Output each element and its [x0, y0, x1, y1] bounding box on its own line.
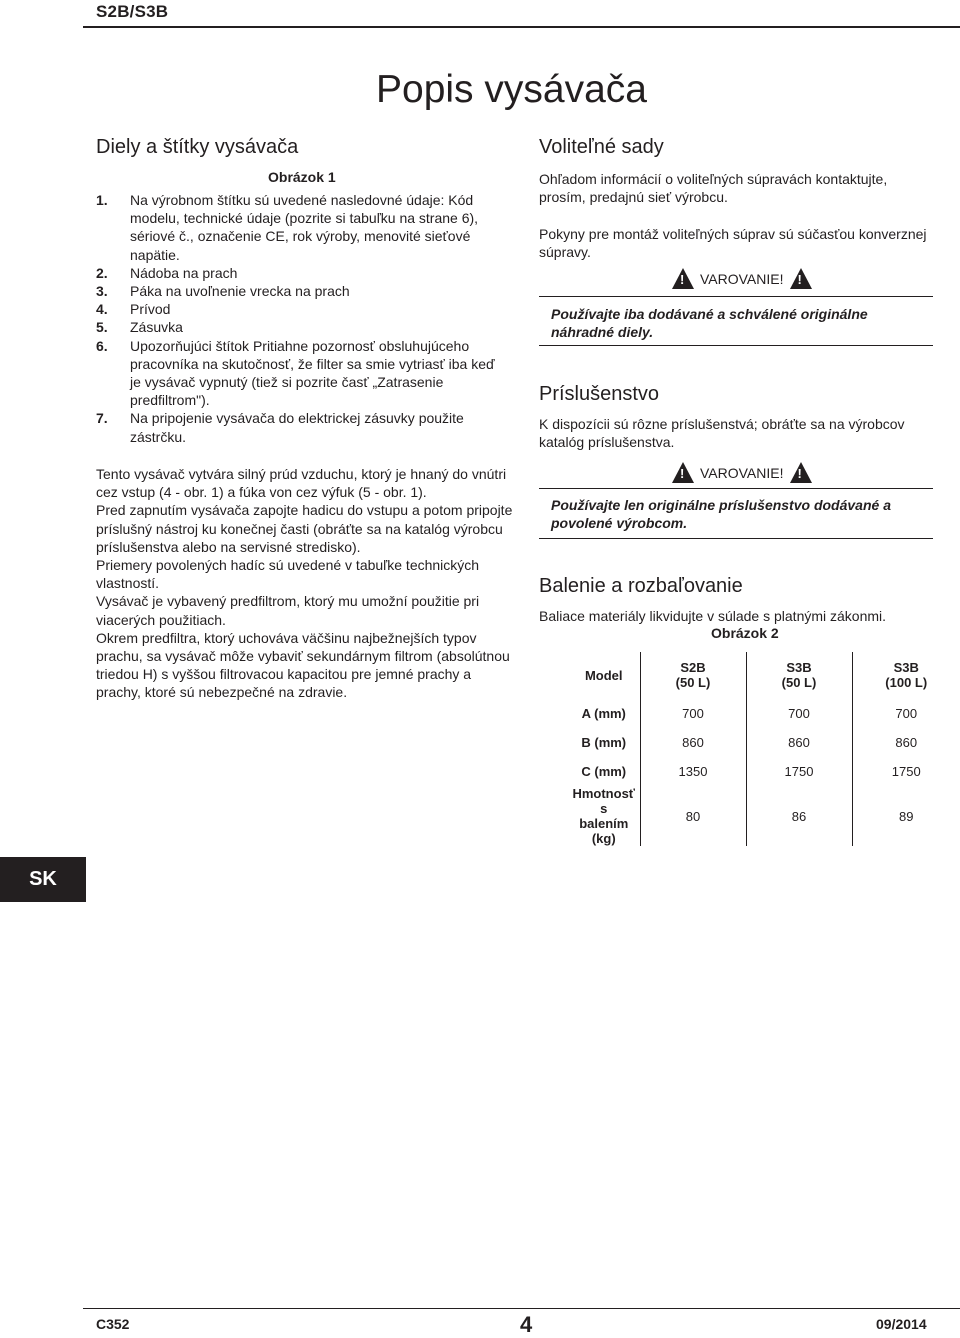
footer-rule: [83, 1308, 960, 1309]
spec-table: [568, 652, 960, 846]
list-item: [96, 300, 508, 318]
table-cell: C (mm): [568, 757, 640, 786]
table-row: [568, 728, 960, 757]
table-header-cell: S2B (50 L): [640, 652, 746, 698]
warning-label: VAROVANIE!: [700, 270, 784, 287]
table-cell: 860: [640, 728, 746, 757]
language-tab: SK: [0, 857, 86, 902]
list-item: [96, 409, 508, 445]
list-text: Upozorňujúci štítok Pritiahne pozornosť obsluhujúceho pracovníka na skutočnosť, že filter sa smie vytriasť iba keď je vysávač vypnutý (tiež si pozrite časť „Zatrasenie predfiltrom").: [130, 337, 495, 409]
paragraph: Priemery povolených hadíc sú uvedené v tabuľke technických vlastností.: [96, 557, 480, 592]
warning-rule: [539, 296, 933, 297]
warning-header-1: [672, 268, 812, 289]
packaging-text: Baliace materiály likvidujte v súlade s platnými zákonmi.: [539, 608, 887, 624]
table-header-row: [568, 652, 960, 698]
table-cell: 860: [895, 735, 918, 750]
table-cell: 80: [640, 786, 746, 846]
warning-triangle-icon: !: [672, 462, 694, 483]
list-text: Páka na uvoľnenie vrecka na prach: [130, 283, 350, 300]
section-title-optional-kits: Voliteľné sady: [539, 136, 664, 158]
accessories-text: K dispozícii sú rôzne príslušenstvá; obráťte sa na výrobcov katalóg príslušenstva.: [539, 416, 905, 451]
warning-rule: [539, 488, 933, 489]
list-item: [96, 191, 508, 264]
table-cell: 860: [746, 728, 852, 757]
list-item: [96, 264, 508, 282]
table-row: [568, 786, 960, 846]
table-cell: 1350: [640, 757, 746, 786]
table-cell: 1750: [891, 764, 921, 779]
list-item: [96, 282, 508, 300]
section-title-packaging: Balenie a rozbaľovanie: [539, 575, 743, 597]
table-row: [568, 757, 960, 786]
list-text: Prívod: [130, 301, 171, 318]
warning-triangle-icon: !: [790, 268, 812, 289]
paragraph: Tento vysávač vytvára silný prúd vzduchu, ktorý je hnaný do vnútri cez vstup (4 - obr. 1) a fúka von cez výfuk (5 - obr. 1).: [96, 466, 507, 501]
table-header-cell: S3B (100 L): [885, 660, 928, 690]
warning-rule: [539, 345, 933, 346]
description-paragraphs: [96, 465, 516, 702]
list-text: Na pripojenie vysávača do elektrickej zásuvky použite zástrčku.: [130, 410, 464, 445]
table-header-cell: S3B (50 L): [746, 652, 852, 698]
warning-triangle-icon: !: [790, 462, 812, 483]
list-number: 6.: [96, 337, 108, 354]
table-cell: B (mm): [568, 728, 640, 757]
table-row: [568, 698, 960, 728]
footer-date: 09/2014: [876, 1316, 927, 1332]
table-cell: 1750: [746, 757, 852, 786]
paragraph: Pred zapnutím vysávača zapojte hadicu do vstupu a potom pripojte príslušný nástroj ku konečnej časti (obráťte sa na katalóg výrobcu príslušenstva alebo na servisné stredisko).: [96, 502, 513, 555]
footer-document-code: C352: [96, 1316, 130, 1332]
list-text: Na výrobnom štítku sú uvedené nasledovné údaje: Kód modelu, technické údaje (pozrite si tabuľku na strane 6), sériové č., označenie CE, rok výroby, menovité sieťové napätie.: [130, 192, 479, 263]
table-cell: 89: [899, 808, 914, 824]
figure-caption-1: Obrázok 1: [268, 169, 336, 185]
page-number: 4: [520, 1312, 533, 1337]
list-number: 2.: [96, 264, 108, 281]
paragraph: Vysávač je vybavený predfiltrom, ktorý mu umožní použitie pri viacerých použitiach.: [96, 593, 480, 628]
list-item: [96, 318, 508, 336]
document-header-label: S2B/S3B: [96, 2, 169, 21]
parts-list: [96, 191, 508, 446]
list-item: [96, 337, 508, 410]
warning-text-parts: Používajte iba dodávané a schválené originálne náhradné diely.: [551, 306, 868, 341]
section-title-parts: Diely a štítky vysávača: [96, 136, 299, 158]
list-number: 1.: [96, 192, 108, 208]
page-title: Popis vysávača: [376, 68, 647, 111]
list-number: 7.: [96, 410, 108, 427]
warning-text-accessories: Používajte len originálne príslušenstvo dodávané a povolené výrobcom.: [551, 497, 891, 532]
list-number: 4.: [96, 301, 108, 318]
optional-kits-text-2: Pokyny pre montáž voliteľných súprav sú súčasťou konverznej súpravy.: [539, 226, 927, 261]
table-cell: 700: [746, 698, 852, 728]
warning-header-2: [672, 462, 812, 483]
warning-triangle-icon: !: [672, 268, 694, 289]
table-cell: A (mm): [568, 698, 640, 728]
section-title-accessories: Príslušenstvo: [539, 383, 660, 405]
optional-kits-text-1: Ohľadom informácií o voliteľných súpravách kontaktujte, prosím, predajnú sieť výrobcu.: [539, 171, 888, 206]
table-cell: 700: [895, 705, 918, 721]
table-cell: Hmotnosť s balením (kg): [568, 786, 640, 846]
header-rule: [83, 26, 960, 28]
list-text: Nádoba na prach: [130, 264, 238, 281]
table-cell: 86: [746, 786, 852, 846]
list-number: 5.: [96, 319, 108, 336]
figure-caption-2: Obrázok 2: [711, 625, 779, 641]
warning-label: VAROVANIE!: [700, 464, 784, 481]
warning-rule: [539, 538, 933, 539]
list-number: 3.: [96, 283, 108, 300]
list-text: Zásuvka: [130, 319, 183, 336]
table-header-cell: Model: [568, 652, 640, 698]
paragraph: Okrem predfiltra, ktorý uchováva väčšinu najbežnejších typov prachu, sa vysávač môže vybaviť sekundárnym filtrom (absolútnou triedou H) s vyššou filtrovacou kapacitou pre jemné prachy a prachy, ktoré sú nebezpečné na zdravie.: [96, 629, 510, 701]
table-cell: 700: [640, 698, 746, 728]
